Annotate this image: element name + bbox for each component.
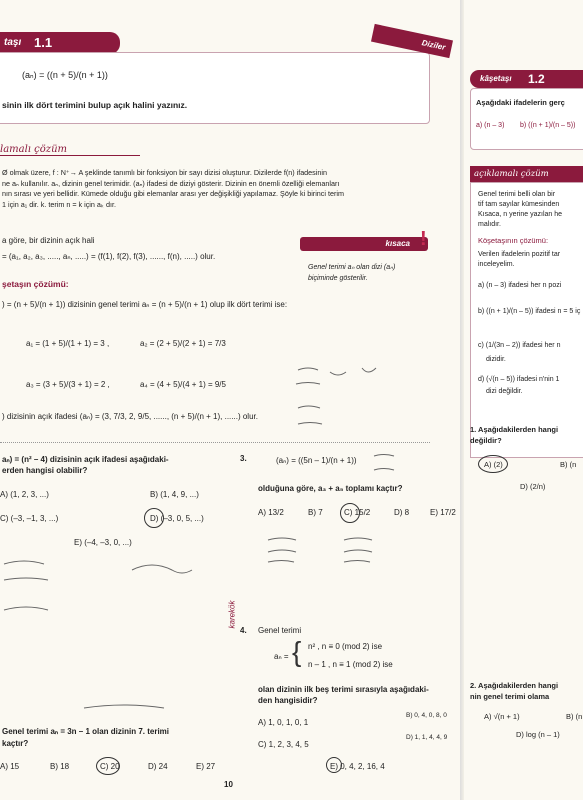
- kisaca-line: biçiminde gösterilir.: [308, 275, 368, 282]
- right-item-d2: dizi değildir.: [486, 388, 523, 395]
- q5-option-a[interactable]: A) 15: [0, 762, 20, 771]
- right-q2-option-b[interactable]: B) (n: [566, 712, 583, 721]
- q5-option-e[interactable]: E) 27: [196, 762, 216, 771]
- right-item-a: a) (n – 3) ifadesi her n pozi: [478, 282, 562, 289]
- q4-number: 4.: [240, 626, 247, 635]
- section-number: 1.1: [34, 35, 53, 50]
- q4-brace: {: [292, 636, 302, 667]
- q3-text: olduğuna göre, a₃ + a₅ toplamı kaçtır?: [258, 484, 403, 493]
- term-a2: a₂ = (2 + 5)/(2 + 1) = 7/3: [140, 339, 226, 348]
- page-number: 10: [224, 780, 233, 789]
- right-key-title: Köşetaşının çözümü:: [478, 236, 549, 245]
- right-q2-line: 2. Aşağıdakilerden hangi: [470, 681, 559, 690]
- open-form: ) dizisinin açık ifadesi (aₙ) = (3, 7/3, 2, 9/5, ......, (n + 5)/(n + 1), ......) olur.: [2, 412, 258, 421]
- right-solution-title: açıklamalı çözüm: [470, 166, 583, 182]
- q3-option-d[interactable]: D) 8: [394, 508, 410, 517]
- key-title: şetaşın çözümü:: [2, 279, 69, 289]
- exclamation-icon: !: [420, 228, 427, 250]
- q3-option-c[interactable]: C) 15/2: [344, 508, 371, 517]
- q4-line: olan dizinin ilk beş terimi sırasıyla aşağıdaki-: [258, 685, 429, 694]
- q2-option-a[interactable]: A) (1, 2, 3, ...): [0, 490, 49, 499]
- right-q2-line: nin genel terimi olama: [470, 692, 550, 701]
- right-a: a) (n – 3): [476, 122, 505, 129]
- question-expression: (aₙ) = ((n + 5)/(n + 1)): [22, 70, 108, 80]
- q2-option-c[interactable]: C) (–3, –1, 3, ...): [0, 514, 59, 523]
- q3-expression: (aₙ) = ((5n – 1)/(n + 1)): [276, 456, 357, 465]
- karekok-label: karekök: [227, 600, 237, 629]
- q4-title: Genel terimi: [258, 626, 302, 635]
- right-section-number: 1.2: [528, 72, 545, 86]
- q2-line: erden hangisi olabilir?: [2, 466, 88, 475]
- q4-option-e[interactable]: E) 0, 4, 2, 16, 4: [330, 762, 385, 771]
- paragraph-line: 1 için a₁ dir. k. terim n = k için aₖ dır.: [2, 199, 116, 209]
- q4-case-1: n² , n ≡ 0 (mod 2) ise: [308, 642, 383, 651]
- right-q1-line: 1. Aşağıdakilerden hangi: [470, 425, 559, 434]
- right-q2-option-d[interactable]: D) log (n – 1): [516, 730, 560, 739]
- q5-option-c[interactable]: C) 20: [100, 762, 120, 771]
- right-q1-option-d[interactable]: D) (2/n): [520, 482, 546, 491]
- term-a4: a₄ = (4 + 5)/(4 + 1) = 9/5: [140, 380, 226, 389]
- kisaca-line: Genel terimi aₙ olan dizi (aₙ): [308, 264, 396, 271]
- q5-line: Genel terimi aₙ = 3n – 1 olan dizinin 7. terimi: [2, 727, 170, 736]
- right-key-line: Verilen ifadelerin pozitif tar: [478, 251, 561, 258]
- right-para-line: Genel terimi belli olan bir: [478, 191, 556, 198]
- q2-option-d[interactable]: D) (–3, 0, 5, ...): [150, 514, 204, 523]
- right-q1-line: değildir?: [470, 436, 502, 445]
- diziler-label: Diziler: [420, 38, 447, 52]
- q4-option-c[interactable]: C) 1, 2, 3, 4, 5: [258, 740, 309, 749]
- kisaca-label: kısaca: [385, 239, 410, 248]
- right-item-c2: dizidir.: [486, 356, 506, 363]
- key-line: ) = (n + 5)/(n + 1)) dizisinin genel terimi aₙ = (n + 5)/(n + 1) olup ilk dört terimi ise:: [2, 300, 288, 309]
- right-q1-option-b[interactable]: B) (n: [560, 460, 577, 469]
- right-key-line: inceleyelim.: [478, 261, 515, 268]
- q2-line: aₙ) = (n² – 4) dizisinin açık ifadesi aşağıdaki-: [2, 455, 169, 464]
- q4-option-a[interactable]: A) 1, 0, 1, 0, 1: [258, 718, 309, 727]
- q3-option-e[interactable]: E) 17/2: [430, 508, 456, 517]
- section-tab-label: taşı: [4, 37, 22, 48]
- paragraph-line: ne aₙ kullanılır. aₙ, dizinin genel terimidir. (aₙ) ifadesi de diziyi gösterir. Dizinin en önemli özelliği elemanları: [2, 178, 340, 188]
- right-b: b) ((n + 1)/(n – 5)): [520, 122, 576, 129]
- q4-line: den hangisidir?: [258, 696, 318, 705]
- q5-option-b[interactable]: B) 18: [50, 762, 70, 771]
- q3-number: 3.: [240, 454, 247, 463]
- term-a3: a₃ = (3 + 5)/(3 + 1) = 2 ,: [26, 380, 110, 389]
- q2-option-e[interactable]: E) (–4, –3, 0, ...): [74, 538, 132, 547]
- right-q2-option-a[interactable]: A) √(n + 1): [484, 712, 520, 721]
- q4-case-2: n – 1 , n ≡ 1 (mod 2) ise: [308, 660, 393, 669]
- right-para-line: tif tam sayılar kümesinden: [478, 201, 560, 208]
- line-b: = (a₁, a₂, a₃, ....., aₙ, .....) = (f(1), f(2), f(3), ......, f(n), .....) olur.: [2, 252, 216, 261]
- q2-option-b[interactable]: B) (1, 4, 9, ...): [150, 490, 199, 499]
- line-a: a göre, bir dizinin açık hali: [2, 236, 95, 245]
- right-item-b: b) ((n + 1)/(n – 5)) ifadesi n = 5 iç: [478, 308, 581, 315]
- right-q1-option-a[interactable]: A) (2): [484, 460, 503, 469]
- term-a1: a₁ = (1 + 5)/(1 + 1) = 3 ,: [26, 339, 110, 348]
- right-item-d: d) (√(n – 5)) ifadesi n'nin 1: [478, 376, 560, 383]
- right-tab-label: kâşetaşı: [480, 74, 512, 83]
- q4-option-b[interactable]: B) 0, 4, 0, 8, 0: [406, 712, 447, 719]
- right-para-line: malıdır.: [478, 221, 501, 228]
- solution-title: lamalı çözüm: [0, 144, 140, 156]
- q3-option-a[interactable]: A) 13/2: [258, 508, 284, 517]
- right-item-c: c) (1/(3n – 2)) ifadesi her n: [478, 342, 561, 349]
- q4-an-label: aₙ =: [274, 652, 289, 661]
- q5-line: kaçtır?: [2, 739, 29, 748]
- paragraph-line: Ø olmak üzere, f : N⁺→ A şeklinde tanımlı bir fonksiyon bir sayı dizisi oluşturur. Dizilerde f(n) ifadesinin: [2, 168, 327, 177]
- q4-option-d[interactable]: D) 1, 1, 4, 4, 9: [406, 734, 448, 741]
- right-title: Aşağıdaki ifadelerin gerç: [476, 98, 565, 107]
- paragraph-line: nın sırası ve yeri bellidir. Kümede olduğu gibi elemanlar arası yer değişikliği yapılamaz. Şöyle ki birinci terim: [2, 189, 344, 198]
- q3-option-b[interactable]: B) 7: [308, 508, 323, 517]
- question-text: sinin ilk dört terimini bulup açık halini yazınız.: [2, 100, 188, 110]
- right-para-line: Kısaca, n yerine yazılan he: [478, 211, 563, 218]
- q5-option-d[interactable]: D) 24: [148, 762, 168, 771]
